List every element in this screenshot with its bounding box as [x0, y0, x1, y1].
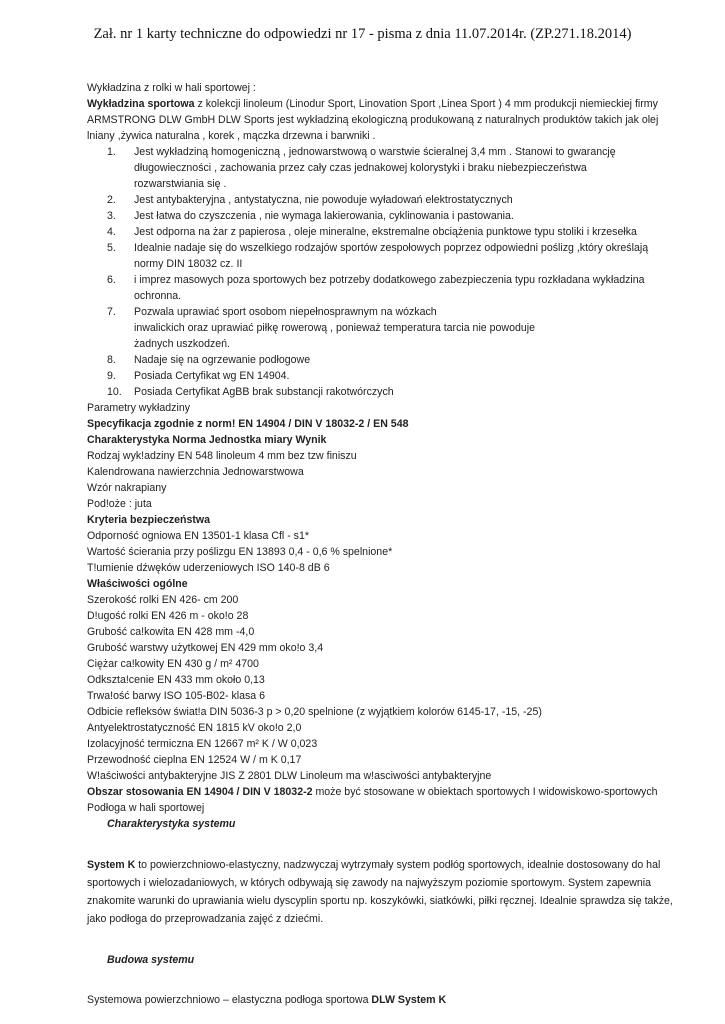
- char-line: Rodzaj wyk!adziny EN 548 linoleum 4 mm bez tzw finiszu: [87, 450, 357, 462]
- char-heading-text: Charakterystyka Norma Jednostka miary Wynik: [87, 434, 327, 446]
- list-number: 8.: [107, 354, 116, 366]
- params-title: Parametry wykładziny: [87, 402, 191, 414]
- system-heading: Charakterystyka systemu: [107, 818, 236, 830]
- list-text: Jest łatwa do czyszczenia , nie wymaga lakierowania, cyklinowania i pastowania.: [134, 210, 514, 222]
- general-line: D!ugość rolki EN 426 m - oko!o 28: [87, 610, 249, 622]
- general-line: Odkszta!cenie EN 433 mm około 0,13: [87, 674, 265, 686]
- list-text: Jest wykładziną homogeniczną , jednowarstwową o warstwie ścieralnej 3,4 mm . Stanowi to gwarancję długowieczności , zachowania przez cały czas jednakowej kolorystyki i braku niebezpieczeństwa rozwarstwiania się .: [134, 146, 616, 190]
- list-text: Posiada Certyfikat wg EN 14904.: [134, 370, 290, 382]
- list-number: [87, 320, 134, 336]
- usage-rest: może być stosowane w obiektach sportowych I widowiskowo-sportowych: [312, 786, 658, 798]
- general-line: Antyelektrostatyczność EN 1815 kV oko!o 2,0: [87, 722, 302, 734]
- list-item: [87, 192, 687, 208]
- features-list: [87, 144, 687, 400]
- general-line: Grubość ca!kowita EN 428 mm -4,0: [87, 626, 255, 638]
- general-line: W!aściwości antybakteryjne JIS Z 2801 DLW Linoleum ma w!asciwości antybakteryjne: [87, 770, 492, 782]
- list-item: [87, 208, 687, 224]
- general-line: Szerokość rolki EN 426- cm 200: [87, 594, 239, 606]
- list-item: [87, 320, 687, 336]
- list-item: [87, 240, 687, 272]
- list-text: Pozwala uprawiać sport osobom niepełnosprawnym na wózkach: [134, 306, 437, 318]
- char-line: Kalendrowana nawierzchnia Jednowarstwowa: [87, 466, 304, 478]
- list-number: [87, 336, 134, 352]
- list-item: [87, 352, 687, 368]
- system-paragraph: [87, 856, 687, 928]
- general-heading-text: Właściwości ogólne: [87, 578, 188, 590]
- list-number: 3.: [107, 210, 116, 222]
- safety-heading: [87, 512, 687, 528]
- list-number: 7.: [107, 306, 116, 318]
- list-item: [87, 384, 687, 400]
- build-text: Systemowa powierzchniowo – elastyczna podłoga sportowa: [87, 994, 372, 1006]
- general-line: Grubość warstwy użytkowej EN 429 mm oko!o 3,4: [87, 642, 324, 654]
- list-item: [87, 336, 687, 352]
- char-heading: [87, 432, 687, 448]
- list-number: 6.: [107, 274, 116, 286]
- list-item: [87, 368, 687, 384]
- char-line: Wzór nakrapiany: [87, 482, 167, 494]
- list-text: żadnych uszkodzeń.: [134, 338, 230, 350]
- intro-rest: z kolekcji linoleum (Linodur Sport, Linovation Sport ,Linea Sport ) 4 mm produkcji niemieckiej firmy ARMSTRONG DLW GmbH DLW Sports jest wykładziną ekologiczną produkowaną z naturalnych produktów takich jak olej lniany ,żywica naturalna , korek , mączka drzewna i barwniki .: [87, 98, 659, 142]
- list-text: Nadaje się na ogrzewanie podłogowe: [134, 354, 311, 366]
- list-number: 9.: [107, 370, 116, 382]
- list-text: Posiada Certyfikat AgBB brak substancji rakotwórczych: [134, 386, 394, 398]
- list-number: 10.: [107, 386, 122, 398]
- list-text: inwalickich oraz uprawiać piłkę rowerową , ponieważ temperatura tarcia nie powoduje: [134, 322, 535, 334]
- build-bold: DLW System K: [371, 994, 447, 1006]
- list-item: [87, 272, 687, 304]
- usage-line: [87, 784, 687, 800]
- system-rest: to powierzchniowo-elastyczny, nadzwyczaj wytrzymały system podłóg sportowych, idealnie dostosowany do hal sportowych i wielozadaniowych, w których odbywają się zawody na najwyższym poziomie sportowym. System zapewnia znakomite warunki do uprawiania wielu dyscyplin sportu np. koszykówki, siatkówki, piłki ręcznej. Idealnie sprawdza się także, jako podłoga do przeprowadzania zajęć z dziećmi.: [87, 859, 673, 925]
- list-item: [87, 304, 687, 320]
- list-item: [87, 224, 687, 240]
- spec-heading-text: Specyfikacja zgodnie z norm! EN 14904 / DIN V 18032-2 / EN 548: [87, 418, 409, 430]
- list-number: 5.: [107, 242, 116, 254]
- intro-line: Wykładzina z rolki w hali sportowej :: [87, 82, 256, 94]
- safety-line: Odporność ogniowa EN 13501-1 klasa Cfl - s1*: [87, 530, 309, 542]
- list-text: Jest antybakteryjna , antystatyczna, nie powoduje wyładowań elektrostatycznych: [134, 194, 513, 206]
- list-number: 1.: [107, 146, 116, 158]
- intro-bold: Wykładzina sportowa: [87, 98, 195, 110]
- list-text: i imprez masowych poza sportowych bez potrzeby dodatkowego zabezpieczenia typu rozkładana wykładzina ochronna.: [134, 274, 645, 302]
- list-text: Jest odporna na żar z papierosa , oleje mineralne, ekstremalne obciążenia punktowe typu stoliki i krzesełka: [134, 226, 637, 238]
- document-body: [87, 80, 687, 1008]
- build-heading: Budowa systemu: [107, 954, 195, 966]
- safety-line: T!umienie dźwęków uderzeniowych ISO 140-8 dB 6: [87, 562, 330, 574]
- build-paragraph: [87, 992, 687, 1008]
- list-item: [87, 144, 687, 192]
- list-number: 2.: [107, 194, 116, 206]
- general-line: Izolacyjność termiczna EN 12667 m² K / W 0,023: [87, 738, 318, 750]
- usage-line-2: Podłoga w hali sportowej: [87, 802, 205, 814]
- spec-heading: [87, 416, 687, 432]
- general-heading: [87, 576, 687, 592]
- general-line: Ciężar ca!kowity EN 430 g / m² 4700: [87, 658, 259, 670]
- safety-heading-text: Kryteria bezpieczeństwa: [87, 514, 211, 526]
- intro-paragraph: [87, 96, 687, 144]
- general-line: Przewodność cieplna EN 12524 W / m K 0,17: [87, 754, 302, 766]
- list-text: Idealnie nadaje się do wszelkiego rodzajów sportów zespołowych poprzez odpowiedni poślizg ,który określają normy DIN 18032 cz. II: [134, 242, 649, 270]
- usage-bold: Obszar stosowania EN 14904 / DIN V 18032-2: [87, 786, 313, 798]
- list-number: 4.: [107, 226, 116, 238]
- document-header: Zał. nr 1 karty techniczne do odpowiedzi nr 17 - pisma z dnia 11.07.2014r. (ZP.271.18.2014): [93, 26, 632, 42]
- safety-line: Wartość ścierania przy poślizgu EN 13893 0,4 - 0,6 % spelnione*: [87, 546, 393, 558]
- general-line: Odbicie refleksów świat!a DIN 5036-3 p > 0,20 spelnione (z wyjątkiem kolorów 6145-17, -15, -25): [87, 706, 542, 718]
- char-line: Pod!oże : juta: [87, 498, 152, 510]
- system-bold: System K: [87, 859, 136, 871]
- general-line: Trwa!ość barwy ISO 105-B02- klasa 6: [87, 690, 266, 702]
